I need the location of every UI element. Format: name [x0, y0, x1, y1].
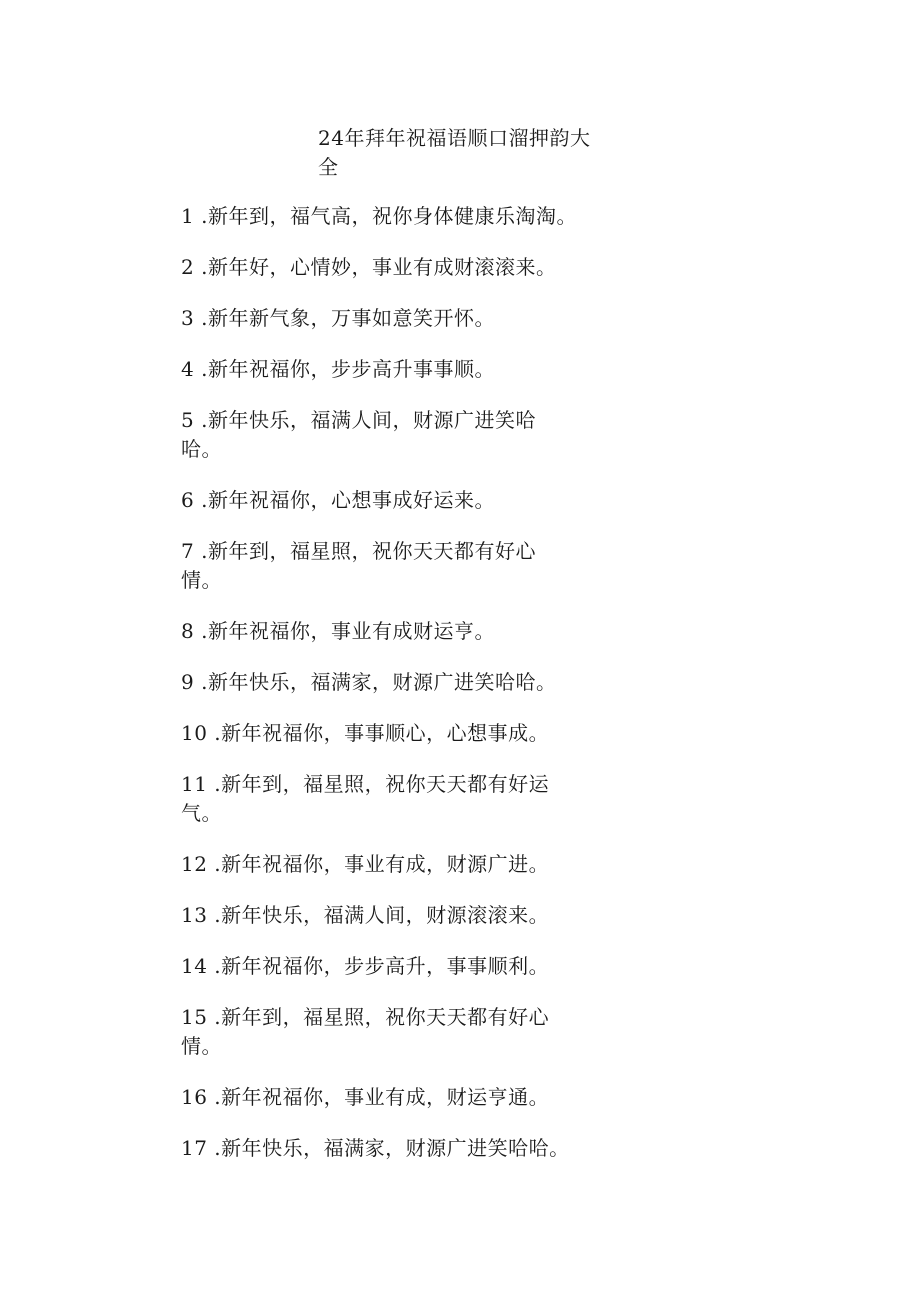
item-text: 新年祝福你，事事顺心，心想事成。 — [221, 721, 550, 745]
item-text: 新年到，福气高，祝你身体健康乐淘淘。 — [207, 204, 577, 228]
item-number: 15 . — [181, 1005, 222, 1029]
list-item — [181, 537, 576, 595]
list-item — [181, 253, 601, 282]
item-text: 新年快乐，福满人间，财源广进笑哈哈。 — [181, 408, 536, 461]
item-number: 4 . — [181, 357, 208, 381]
list-item — [181, 355, 601, 384]
item-number: 6 . — [181, 488, 208, 512]
item-number: 17 . — [181, 1136, 222, 1160]
list-item — [181, 1134, 601, 1163]
document-title: 24年拜年祝福语顺口溜押韵大全 — [318, 126, 591, 179]
list-item — [181, 617, 601, 646]
item-number: 11 . — [181, 772, 222, 796]
item-text: 新年祝福你，心想事成好运来。 — [207, 488, 495, 512]
item-text: 新年快乐，福满人间，财源滚滚来。 — [221, 903, 550, 927]
item-text: 新年到，福星照，祝你天天都有好心情。 — [181, 1005, 550, 1058]
item-number: 13 . — [181, 903, 222, 927]
item-text: 新年快乐，福满家，财源广进笑哈哈。 — [221, 1136, 570, 1160]
item-text: 新年祝福你，事业有成财运亨。 — [207, 619, 495, 643]
list-item — [181, 486, 601, 515]
item-text: 新年祝福你，事业有成，财运亨通。 — [221, 1085, 550, 1109]
item-number: 8 . — [181, 619, 208, 643]
list-item — [181, 304, 601, 333]
item-text: 新年祝福你，步步高升事事顺。 — [207, 357, 495, 381]
item-text: 新年祝福你，步步高升，事事顺利。 — [221, 954, 550, 978]
item-number: 16 . — [181, 1085, 222, 1109]
list-item — [181, 1003, 576, 1061]
item-number: 1 . — [181, 204, 208, 228]
item-text: 新年好，心情妙，事业有成财滚滚来。 — [207, 255, 557, 279]
list-item — [181, 901, 601, 930]
list-item — [181, 719, 601, 748]
item-text: 新年快乐，福满家，财源广进笑哈哈。 — [207, 670, 557, 694]
item-number: 7 . — [181, 539, 208, 563]
item-number: 12 . — [181, 852, 222, 876]
item-text: 新年到，福星照，祝你天天都有好心情。 — [181, 539, 536, 592]
list-item — [181, 202, 601, 231]
list-item — [181, 850, 601, 879]
item-number: 2 . — [181, 255, 208, 279]
list-item — [181, 668, 601, 697]
item-number: 9 . — [181, 670, 208, 694]
list-item — [181, 770, 576, 828]
blessing-list — [181, 202, 601, 1185]
item-number: 10 . — [181, 721, 222, 745]
item-number: 5 . — [181, 408, 208, 432]
item-text: 新年新气象，万事如意笑开怀。 — [207, 306, 495, 330]
list-item — [181, 1083, 601, 1112]
item-number: 14 . — [181, 954, 222, 978]
item-number: 3 . — [181, 306, 208, 330]
item-text: 新年祝福你，事业有成，财源广进。 — [221, 852, 550, 876]
list-item — [181, 952, 601, 981]
item-text: 新年到，福星照，祝你天天都有好运气。 — [181, 772, 550, 825]
list-item — [181, 406, 576, 464]
